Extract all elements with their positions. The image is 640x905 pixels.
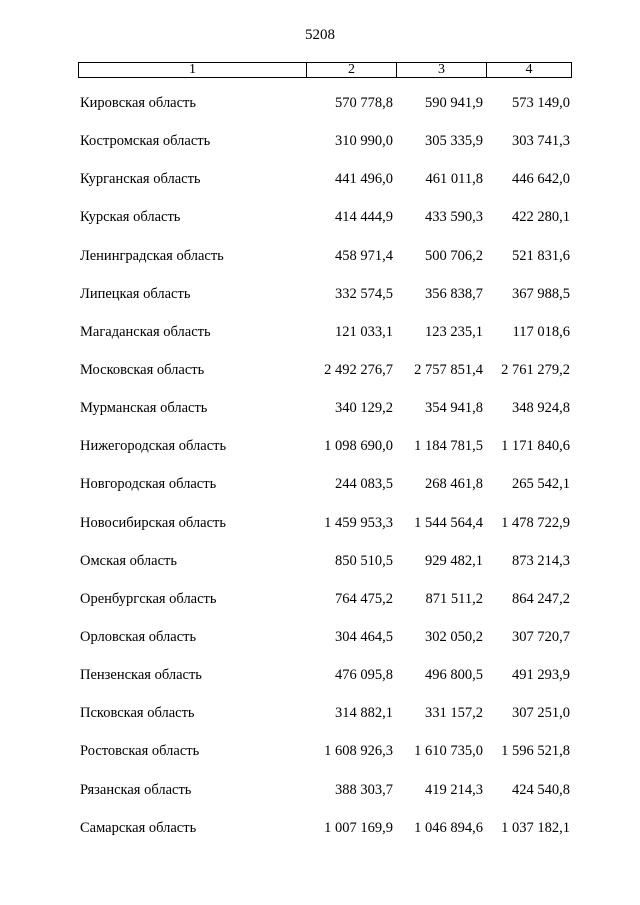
region-name: Самарская область xyxy=(80,819,197,836)
value-col-2: 2 492 276,7 xyxy=(324,361,393,378)
header-cell-4: 4 xyxy=(525,62,533,77)
value-col-4: 303 741,3 xyxy=(512,133,570,150)
value-col-2: 314 882,1 xyxy=(335,705,393,722)
value-col-3: 433 590,3 xyxy=(425,209,483,226)
value-col-4: 265 542,1 xyxy=(512,476,570,493)
value-col-3: 1 544 564,4 xyxy=(414,514,483,531)
value-col-4: 2 761 279,2 xyxy=(501,361,570,378)
table-body xyxy=(80,93,572,856)
table-row xyxy=(80,474,572,512)
value-col-3: 354 941,8 xyxy=(425,400,483,417)
table-row xyxy=(80,131,572,169)
header-cell-1: 1 xyxy=(79,63,307,77)
table-row xyxy=(80,665,572,703)
table-row xyxy=(80,284,572,322)
table-row xyxy=(80,589,572,627)
table-row xyxy=(80,627,572,665)
value-col-4: 1 037 182,1 xyxy=(501,819,570,836)
region-name: Московская область xyxy=(80,361,205,378)
value-col-4: 873 214,3 xyxy=(512,552,570,569)
value-col-3: 590 941,9 xyxy=(425,95,483,111)
value-col-3: 123 235,1 xyxy=(425,323,483,340)
region-name: Нижегородская область xyxy=(80,438,227,455)
value-col-2: 441 496,0 xyxy=(335,171,393,188)
region-name: Магаданская область xyxy=(80,323,211,340)
region-name: Новосибирская область xyxy=(80,514,226,531)
value-col-2: 310 990,0 xyxy=(335,133,393,150)
table-row xyxy=(80,818,572,856)
value-col-2: 332 574,5 xyxy=(335,285,393,302)
region-name: Новгородская область xyxy=(80,476,217,493)
value-col-3: 302 050,2 xyxy=(425,628,483,645)
region-name: Костромская область xyxy=(80,133,211,150)
value-col-2: 1 098 690,0 xyxy=(324,438,393,455)
value-col-2: 414 444,9 xyxy=(335,209,393,226)
value-col-4: 117 018,6 xyxy=(512,323,570,340)
table-row xyxy=(80,780,572,818)
region-name: Омская область xyxy=(80,552,177,569)
table-header xyxy=(78,62,572,78)
value-col-3: 305 335,9 xyxy=(425,133,483,150)
header-cell-3: 3 xyxy=(397,63,487,77)
value-col-3: 1 184 781,5 xyxy=(414,438,483,455)
value-col-2: 1 608 926,3 xyxy=(324,743,393,760)
region-name: Орловская область xyxy=(80,628,197,645)
value-col-3: 871 511,2 xyxy=(425,590,483,607)
value-col-3: 419 214,3 xyxy=(425,781,483,798)
value-col-4: 1 171 840,6 xyxy=(501,438,570,455)
value-col-4: 491 293,9 xyxy=(512,667,570,684)
region-name: Кировская область xyxy=(80,95,197,111)
table-row xyxy=(80,322,572,360)
value-col-4: 573 149,0 xyxy=(512,95,570,111)
region-name: Курганская область xyxy=(80,171,201,188)
table-row xyxy=(80,246,572,284)
region-name: Мурманская область xyxy=(80,400,208,417)
table-row xyxy=(80,207,572,245)
region-name: Пензенская область xyxy=(80,667,202,684)
value-col-2: 570 778,8 xyxy=(335,95,393,111)
value-col-3: 461 011,8 xyxy=(425,171,483,188)
value-col-2: 388 303,7 xyxy=(335,781,393,798)
value-col-4: 1 478 722,9 xyxy=(501,514,570,531)
table-row xyxy=(80,436,572,474)
value-col-3: 500 706,2 xyxy=(425,247,483,264)
value-col-2: 340 129,2 xyxy=(335,400,393,417)
value-col-4: 1 596 521,8 xyxy=(501,743,570,760)
value-col-2: 764 475,2 xyxy=(335,590,393,607)
region-name: Рязанская область xyxy=(80,781,192,798)
header-cell-2: 2 xyxy=(307,63,397,77)
value-col-4: 348 924,8 xyxy=(512,400,570,417)
value-col-4: 521 831,6 xyxy=(512,247,570,264)
value-col-2: 1 459 953,3 xyxy=(324,514,393,531)
value-col-3: 2 757 851,4 xyxy=(414,361,483,378)
value-col-3: 1 610 735,0 xyxy=(414,743,483,760)
value-col-3: 1 046 894,6 xyxy=(414,819,483,836)
value-col-3: 268 461,8 xyxy=(425,476,483,493)
value-col-4: 424 540,8 xyxy=(512,781,570,798)
table-row xyxy=(80,360,572,398)
table-row xyxy=(80,513,572,551)
value-col-3: 929 482,1 xyxy=(425,552,483,569)
value-col-2: 1 007 169,9 xyxy=(324,819,393,836)
region-name: Псковская область xyxy=(80,705,195,722)
value-col-4: 422 280,1 xyxy=(512,209,570,226)
table-row xyxy=(80,741,572,779)
value-col-2: 304 464,5 xyxy=(335,628,393,645)
region-name: Оренбургская область xyxy=(80,590,217,607)
value-col-2: 244 083,5 xyxy=(335,476,393,493)
region-name: Ростовская область xyxy=(80,743,200,760)
value-col-3: 331 157,2 xyxy=(425,705,483,722)
value-col-2: 458 971,4 xyxy=(335,247,393,264)
table-row xyxy=(80,551,572,589)
value-col-3: 356 838,7 xyxy=(425,285,483,302)
value-col-4: 446 642,0 xyxy=(512,171,570,188)
region-name: Курская область xyxy=(80,209,181,226)
value-col-4: 864 247,2 xyxy=(512,590,570,607)
value-col-2: 476 095,8 xyxy=(335,667,393,684)
table-row xyxy=(80,93,572,131)
value-col-4: 367 988,5 xyxy=(512,285,570,302)
table-row xyxy=(80,169,572,207)
value-col-2: 850 510,5 xyxy=(335,552,393,569)
region-name: Ленинградская область xyxy=(80,247,224,264)
value-col-4: 307 251,0 xyxy=(512,705,570,722)
region-name: Липецкая область xyxy=(80,285,191,302)
table-row xyxy=(80,398,572,436)
value-col-2: 121 033,1 xyxy=(335,323,393,340)
value-col-3: 496 800,5 xyxy=(425,667,483,684)
value-col-4: 307 720,7 xyxy=(512,628,570,645)
table-row xyxy=(80,703,572,741)
page-number: 5208 xyxy=(305,27,335,43)
